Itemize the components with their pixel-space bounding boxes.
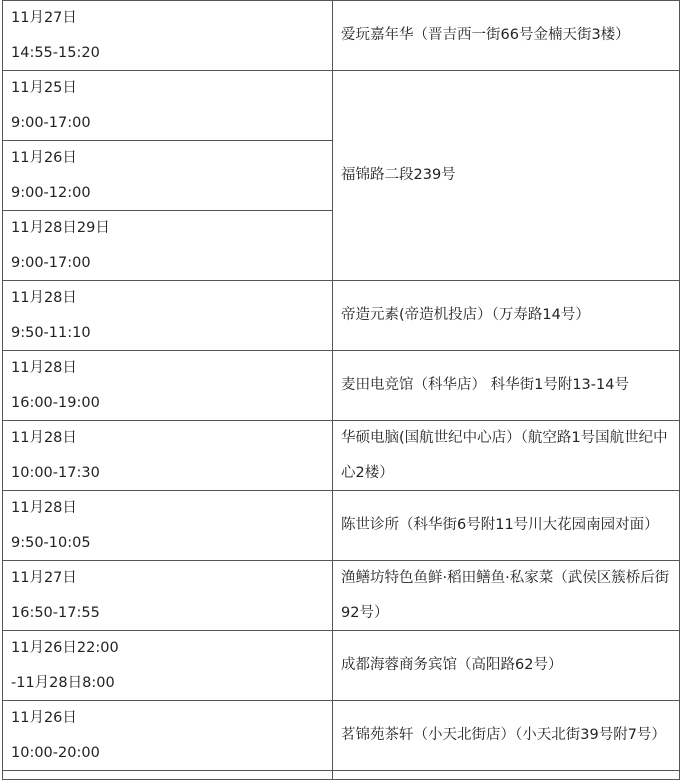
time-cell bbox=[3, 281, 333, 351]
time-text: 9:00-12:00 bbox=[11, 184, 91, 201]
table-row bbox=[3, 1, 680, 71]
time-cell bbox=[3, 421, 333, 491]
place-text: 陈世诊所（科华街6号附11号川大花园南园对面） bbox=[341, 517, 659, 534]
time-cell bbox=[3, 141, 333, 211]
time-cell bbox=[3, 631, 333, 701]
time-text: 10:00-17:30 bbox=[11, 464, 100, 481]
time-text: 16:50-17:55 bbox=[11, 604, 100, 621]
place-text: 爱玩嘉年华（晋吉西一街66号金楠天街3楼） bbox=[341, 27, 630, 44]
time-text: -11月28日8:00 bbox=[11, 674, 115, 691]
place-cell bbox=[333, 771, 680, 780]
time-text: 16:00-19:00 bbox=[11, 394, 100, 411]
place-cell bbox=[333, 1, 680, 71]
date-text: 11月27日 bbox=[11, 570, 77, 586]
date-text: 11月28日 bbox=[11, 430, 77, 446]
place-cell bbox=[333, 421, 680, 491]
schedule-table bbox=[2, 0, 680, 780]
date-text: 11月28日 bbox=[11, 500, 77, 516]
table-row bbox=[3, 561, 680, 631]
date-text: 11月28日29日 bbox=[11, 220, 110, 236]
place-text: 麦田电竞馆（科华店） 科华街1号附13-14号 bbox=[341, 377, 629, 394]
place-text: 成都海蓉商务宾馆（高阳路62号） bbox=[341, 657, 563, 674]
time-text: 9:00-17:00 bbox=[11, 114, 91, 131]
place-cell bbox=[333, 561, 680, 631]
place-cell bbox=[333, 71, 680, 281]
time-text: 10:00-20:00 bbox=[11, 744, 100, 761]
place-text: 帝造元素(帝造机投店）（万寿路14号） bbox=[341, 307, 590, 324]
place-cell bbox=[333, 351, 680, 421]
place-text: 渔鳝坊特色鱼鲜·稻田鳝鱼·私家菜（武侯区簇桥后街92号） bbox=[341, 570, 670, 621]
place-text: 华硕电脑(国航世纪中心店）（航空路1号国航世纪中心2楼） bbox=[341, 430, 668, 481]
place-cell bbox=[333, 491, 680, 561]
date-text: 11月25日 bbox=[11, 80, 77, 96]
table-row bbox=[3, 71, 680, 141]
time-text: 9:00-17:00 bbox=[11, 254, 91, 271]
time-text: 14:55-15:20 bbox=[11, 44, 100, 61]
time-text: 9:50-10:05 bbox=[11, 534, 91, 551]
time-cell bbox=[3, 491, 333, 561]
date-text: 11月28日 bbox=[11, 360, 77, 376]
date-text: 11月26日22:00 bbox=[11, 640, 119, 656]
table-row bbox=[3, 491, 680, 561]
place-cell bbox=[333, 281, 680, 351]
date-text: 11月26日 bbox=[11, 150, 77, 166]
place-text: 福锦路二段239号 bbox=[341, 167, 456, 184]
time-cell bbox=[3, 351, 333, 421]
date-text: 11月28日 bbox=[11, 290, 77, 306]
date-text: 11月27日 bbox=[11, 10, 77, 26]
time-cell bbox=[3, 71, 333, 141]
table-row bbox=[3, 771, 680, 780]
place-text: 茗锦苑茶轩（小天北街店）（小天北街39号附7号） bbox=[341, 727, 666, 744]
place-cell bbox=[333, 701, 680, 771]
time-cell bbox=[3, 771, 333, 780]
time-cell bbox=[3, 211, 333, 281]
table-row bbox=[3, 351, 680, 421]
table-row bbox=[3, 421, 680, 491]
time-cell bbox=[3, 701, 333, 771]
table-row bbox=[3, 701, 680, 771]
table-row bbox=[3, 281, 680, 351]
place-cell bbox=[333, 631, 680, 701]
time-cell bbox=[3, 1, 333, 71]
date-text: 11月26日 bbox=[11, 710, 77, 726]
time-text: 9:50-11:10 bbox=[11, 324, 91, 341]
time-cell bbox=[3, 561, 333, 631]
table-row bbox=[3, 631, 680, 701]
